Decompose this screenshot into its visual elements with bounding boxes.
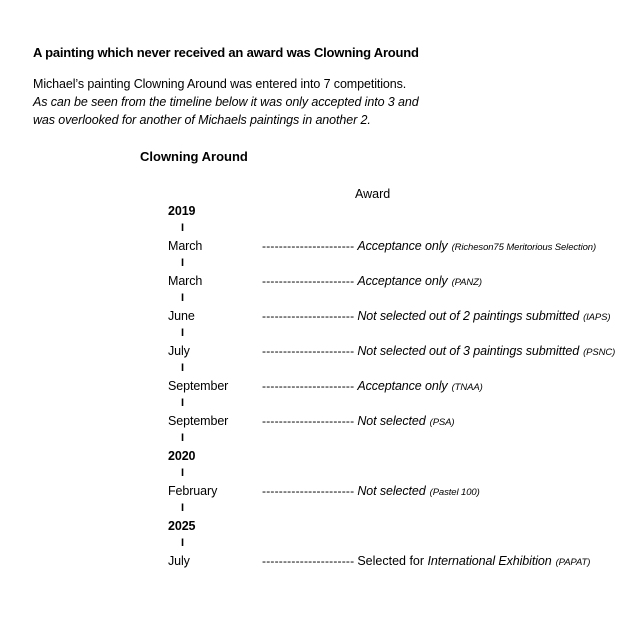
timeline-year-label: 2020 <box>168 449 196 463</box>
timeline-tick-mark: I <box>181 431 185 444</box>
intro-line-1: Michael’s painting Clowning Around was entered into 7 competitions. <box>33 77 407 91</box>
award-result-italic: Not selected <box>357 414 426 428</box>
award-organization: (PAPAT) <box>555 557 591 568</box>
timeline-row <box>168 238 638 256</box>
timeline-connector-dashes: ---------------------- <box>262 379 355 393</box>
timeline-row <box>168 273 638 291</box>
timeline-connector-dashes: ---------------------- <box>262 414 355 428</box>
timeline-row <box>168 308 638 326</box>
timeline-tick-mark: I <box>181 256 185 269</box>
award-organization: (Richeson75 Meritorious Selection) <box>451 242 597 253</box>
award-result-italic: Not selected out of 2 paintings submitted <box>357 309 580 323</box>
award-result-italic: Acceptance only <box>357 379 448 393</box>
timeline-title: Clowning Around <box>140 149 248 164</box>
award-column-header: Award <box>355 187 391 201</box>
timeline-tick-mark: I <box>181 536 185 549</box>
timeline-connector-dashes: ---------------------- <box>262 484 355 498</box>
timeline-row <box>168 553 638 571</box>
timeline-award-line <box>262 379 483 393</box>
timeline-tick-row <box>168 221 638 239</box>
award-entry <box>357 554 590 568</box>
intro-paragraph <box>33 75 419 129</box>
timeline-tick-mark: I <box>181 291 185 304</box>
award-result-italic: Not selected out of 3 paintings submitted <box>357 344 580 358</box>
timeline-award-line <box>262 554 590 568</box>
timeline-tick-mark: I <box>181 326 185 339</box>
timeline-award-line <box>262 274 482 288</box>
award-organization: (PANZ) <box>451 277 482 288</box>
timeline-row <box>168 413 638 431</box>
timeline-row <box>168 203 638 221</box>
award-entry <box>357 239 596 253</box>
timeline-row <box>168 448 638 466</box>
timeline-tick-row <box>168 256 638 274</box>
timeline-month-label: July <box>168 554 190 568</box>
timeline-tick-row <box>168 536 638 554</box>
timeline-month-label: July <box>168 344 190 358</box>
document-heading: A painting which never received an award was Clowning Around <box>33 45 419 60</box>
award-result-italic: Acceptance only <box>357 239 448 253</box>
timeline-row <box>168 518 638 536</box>
award-organization: (IAPS) <box>583 312 611 323</box>
timeline <box>168 203 638 571</box>
timeline-connector-dashes: ---------------------- <box>262 274 355 288</box>
timeline-connector-dashes: ---------------------- <box>262 554 355 568</box>
timeline-row <box>168 378 638 396</box>
timeline-award-line <box>262 484 480 498</box>
award-entry <box>357 274 482 288</box>
timeline-month-label: March <box>168 239 203 253</box>
timeline-connector-dashes: ---------------------- <box>262 309 355 323</box>
award-organization: (TNAA) <box>451 382 483 393</box>
timeline-tick-mark: I <box>181 501 185 514</box>
timeline-month-label: September <box>168 379 229 393</box>
intro-line-2: As can be seen from the timeline below it was only accepted into 3 and <box>33 95 419 109</box>
timeline-tick-mark: I <box>181 396 185 409</box>
award-organization: (PSNC) <box>583 347 616 358</box>
timeline-year-label: 2019 <box>168 204 196 218</box>
timeline-month-label: June <box>168 309 195 323</box>
timeline-tick-row <box>168 291 638 309</box>
timeline-row <box>168 483 638 501</box>
timeline-award-line <box>262 239 596 253</box>
intro-line-3: was overlooked for another of Michaels paintings in another 2. <box>33 113 371 127</box>
award-organization: (Pastel 100) <box>429 487 480 498</box>
timeline-award-line <box>262 344 615 358</box>
award-result-italic: Not selected <box>357 484 426 498</box>
timeline-tick-mark: I <box>181 221 185 234</box>
timeline-month-label: September <box>168 414 229 428</box>
award-entry <box>357 484 479 498</box>
timeline-tick-row <box>168 501 638 519</box>
timeline-month-label: March <box>168 274 203 288</box>
award-entry <box>357 414 454 428</box>
award-entry <box>357 379 482 393</box>
timeline-connector-dashes: ---------------------- <box>262 344 355 358</box>
award-result-italic: International Exhibition <box>427 554 552 568</box>
award-result-text: Selected for <box>357 554 428 568</box>
timeline-connector-dashes: ---------------------- <box>262 239 355 253</box>
timeline-tick-mark: I <box>181 361 185 374</box>
award-organization: (PSA) <box>429 417 455 428</box>
timeline-tick-row <box>168 361 638 379</box>
timeline-tick-row <box>168 326 638 344</box>
award-result-italic: Acceptance only <box>357 274 448 288</box>
timeline-row <box>168 343 638 361</box>
timeline-award-line <box>262 309 610 323</box>
timeline-tick-row <box>168 466 638 484</box>
timeline-month-label: February <box>168 484 218 498</box>
award-entry <box>357 309 610 323</box>
award-entry <box>357 344 615 358</box>
timeline-year-label: 2025 <box>168 519 196 533</box>
timeline-tick-row <box>168 396 638 414</box>
timeline-tick-mark: I <box>181 466 185 479</box>
timeline-tick-row <box>168 431 638 449</box>
timeline-award-line <box>262 414 454 428</box>
